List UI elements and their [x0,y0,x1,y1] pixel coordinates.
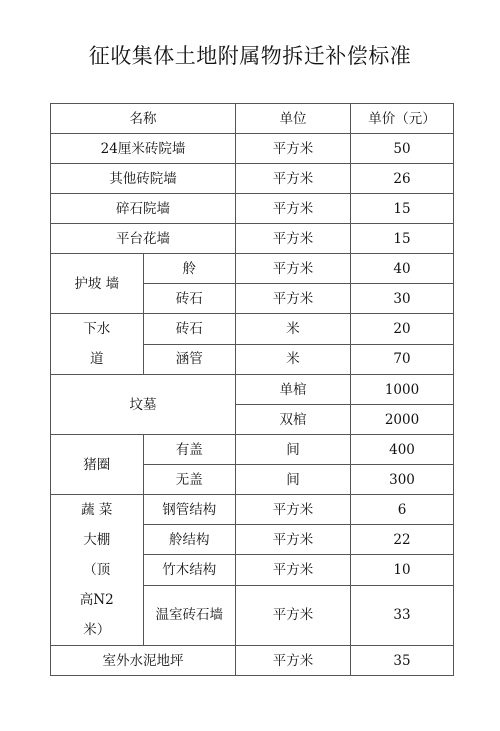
table-row [51,646,454,676]
row-price: 300 [351,465,454,495]
table-row [51,375,454,405]
row-price: 400 [351,435,454,465]
row-name: 砖石 [143,284,236,314]
row-price: 1000 [351,375,454,405]
row-unit: 间 [236,435,351,465]
row-unit: 平方米 [236,224,351,254]
row-price: 50 [351,134,454,164]
row-price: 35 [351,646,454,676]
row-price: 33 [351,585,454,645]
row-name: 舲结构 [143,525,236,555]
row-unit: 平方米 [236,164,351,194]
row-price: 30 [351,284,454,314]
row-name: 涵管 [143,344,236,375]
row-name: 有盖 [143,435,236,465]
row-unit: 平方米 [236,254,351,284]
row-price: 6 [351,495,454,525]
row-price: 40 [351,254,454,284]
row-unit: 平方米 [236,585,351,645]
row-price: 15 [351,224,454,254]
group-label-line: 米） [83,622,111,638]
row-price: 20 [351,314,454,345]
row-unit: 平方米 [236,646,351,676]
row-unit: 平方米 [236,495,351,525]
row-name: 舲 [143,254,236,284]
row-price: 22 [351,525,454,555]
header-name: 名称 [51,104,236,134]
group-label-line: 蔬 菜 [81,502,113,518]
table-header-row [51,104,454,134]
row-name: 其他砖院墙 [51,164,236,194]
row-price: 70 [351,344,454,375]
row-name: 钢管结构 [143,495,236,525]
row-name: 室外水泥地坪 [51,646,236,676]
table-row [51,224,454,254]
row-unit: 平方米 [236,194,351,224]
group-label-line: 下水 [83,321,111,337]
group-label-line: （顶 [83,562,111,578]
row-unit: 双棺 [236,405,351,435]
compensation-table [50,103,454,676]
table-row [51,435,454,465]
table-row [51,164,454,194]
group-label-dapeng [51,495,144,646]
row-name: 碎石院墙 [51,194,236,224]
row-unit: 米 [236,314,351,345]
group-label-fenmu: 坟墓 [51,375,236,435]
header-price: 单价（元） [351,104,454,134]
row-price: 2000 [351,405,454,435]
row-unit: 平方米 [236,284,351,314]
table-row [51,194,454,224]
group-label-line: 道 [90,351,104,367]
table-row [51,254,454,284]
row-name: 温室砖石墙 [143,585,236,645]
row-price: 26 [351,164,454,194]
row-price: 10 [351,555,454,585]
group-label-line: 大棚 [83,532,111,548]
group-label-xiashui [51,314,144,375]
row-unit: 平方米 [236,134,351,164]
table-row [51,314,454,345]
row-name: 平台花墙 [51,224,236,254]
row-name: 竹木结构 [143,555,236,585]
page-title: 征收集体土地附属物拆迁补偿标准 [88,44,412,68]
header-unit: 单位 [236,104,351,134]
row-unit: 间 [236,465,351,495]
row-name: 砖石 [143,314,236,345]
row-name: 24厘米砖院墙 [51,134,236,164]
row-unit: 米 [236,344,351,375]
row-price: 15 [351,194,454,224]
group-label-hupo: 护坡 墙 [51,254,144,314]
row-unit: 平方米 [236,525,351,555]
row-unit: 单棺 [236,375,351,405]
table-row [51,495,454,525]
group-label-line: 高N2 [79,592,114,608]
row-unit: 平方米 [236,555,351,585]
group-label-zhujuan: 猪圈 [51,435,144,495]
row-name: 无盖 [143,465,236,495]
table-row [51,134,454,164]
